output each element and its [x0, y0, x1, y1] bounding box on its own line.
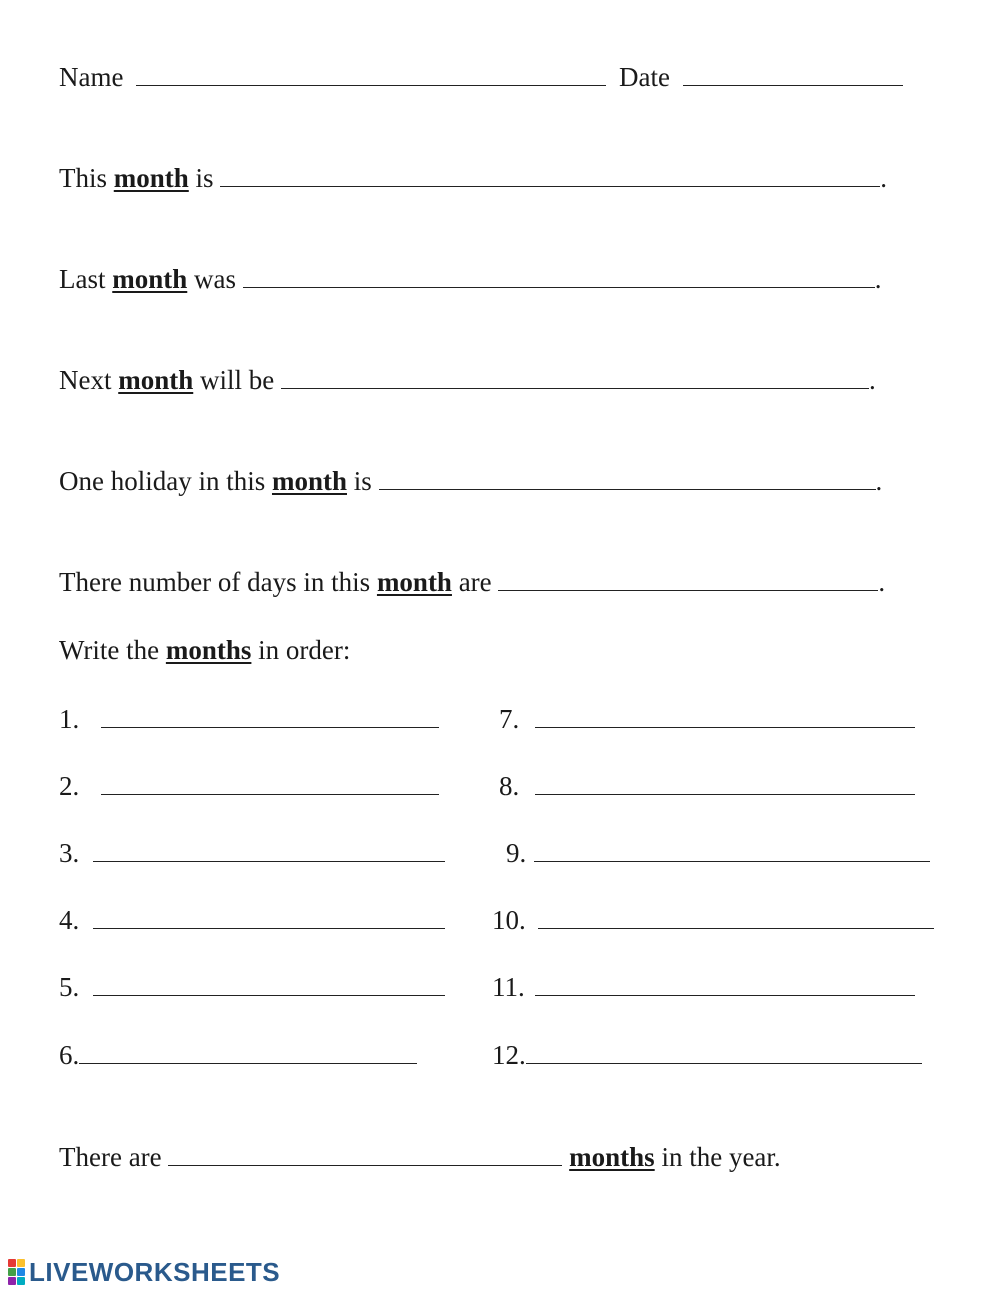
month-item-11	[492, 970, 915, 1004]
next-month-answer-field[interactable]	[281, 366, 869, 389]
keyword-month: month	[112, 264, 188, 294]
q1-verb: is	[195, 163, 214, 193]
month-answer-field[interactable]	[93, 973, 445, 996]
logo-block	[8, 1259, 16, 1267]
final-suffix: in the year.	[661, 1142, 781, 1172]
month-item-6	[59, 1038, 417, 1072]
item-number: 7.	[499, 704, 520, 734]
month-answer-field[interactable]	[535, 772, 915, 795]
question-days	[59, 565, 885, 599]
question-holiday	[59, 464, 882, 498]
q2-verb: was	[194, 264, 237, 294]
this-month-answer-field[interactable]	[220, 164, 880, 187]
month-answer-field[interactable]	[101, 705, 439, 728]
logo-block	[17, 1277, 25, 1285]
keyword-months: months	[569, 1142, 655, 1172]
q4-prefix: One holiday in this	[59, 466, 266, 496]
months-count-field[interactable]	[168, 1143, 562, 1166]
q5-verb: are	[458, 567, 492, 597]
keyword-month: month	[118, 365, 194, 395]
name-field[interactable]	[136, 63, 606, 86]
keyword-month: month	[376, 567, 452, 597]
item-number: 10.	[492, 905, 526, 935]
name-label: Name	[59, 62, 124, 92]
q2-period: .	[874, 264, 882, 294]
q1-period: .	[880, 163, 888, 193]
holiday-answer-field[interactable]	[379, 467, 876, 490]
last-month-answer-field[interactable]	[243, 265, 875, 288]
liveworksheets-icon	[8, 1259, 25, 1285]
order-suffix: in order:	[258, 635, 351, 665]
month-answer-field[interactable]	[538, 906, 934, 929]
name-date-row	[59, 60, 903, 94]
keyword-months: months	[165, 635, 252, 665]
month-item-10	[492, 903, 934, 937]
item-number: 4.	[59, 905, 80, 935]
month-answer-field[interactable]	[93, 839, 445, 862]
liveworksheets-logo	[8, 1258, 280, 1286]
item-number: 11.	[492, 972, 525, 1002]
month-item-2	[59, 769, 439, 803]
q4-period: .	[875, 466, 883, 496]
order-prefix: Write the	[59, 635, 160, 665]
item-number: 9.	[506, 838, 527, 868]
logo-block	[17, 1259, 25, 1267]
question-next-month	[59, 363, 876, 397]
item-number: 2.	[59, 771, 80, 801]
days-answer-field[interactable]	[498, 568, 878, 591]
date-field[interactable]	[683, 63, 903, 86]
final-question	[59, 1140, 781, 1174]
month-answer-field[interactable]	[101, 772, 439, 795]
month-answer-field[interactable]	[535, 705, 915, 728]
month-item-1	[59, 702, 439, 736]
item-number: 1.	[59, 704, 80, 734]
item-number: 3.	[59, 838, 80, 868]
q2-prefix: Last	[59, 264, 106, 294]
item-number: 12.	[492, 1040, 526, 1070]
order-instruction	[59, 633, 350, 667]
q4-verb: is	[353, 466, 372, 496]
q3-period: .	[869, 365, 876, 395]
logo-block	[8, 1277, 16, 1285]
date-label: Date	[618, 62, 670, 92]
month-answer-field[interactable]	[535, 973, 915, 996]
q5-period: .	[878, 567, 886, 597]
brand-name: LIVEWORKSHEETS	[29, 1257, 281, 1287]
month-item-8	[499, 769, 915, 803]
month-item-4	[59, 903, 445, 937]
month-item-5	[59, 970, 445, 1004]
q3-prefix: Next	[59, 365, 112, 395]
q3-verb: will be	[200, 365, 275, 395]
item-number: 5.	[59, 972, 80, 1002]
question-last-month	[59, 262, 882, 296]
q1-prefix: This	[59, 163, 108, 193]
final-prefix: There are	[59, 1142, 162, 1172]
month-item-7	[499, 702, 915, 736]
keyword-month: month	[113, 163, 189, 193]
month-answer-field[interactable]	[79, 1041, 417, 1064]
month-answer-field[interactable]	[534, 839, 930, 862]
month-item-3	[59, 836, 445, 870]
logo-block	[8, 1268, 16, 1276]
month-item-12	[492, 1038, 922, 1072]
item-number: 8.	[499, 771, 520, 801]
item-number: 6.	[59, 1040, 80, 1070]
question-this-month	[59, 161, 887, 195]
month-answer-field[interactable]	[526, 1041, 922, 1064]
keyword-month: month	[271, 466, 347, 496]
month-answer-field[interactable]	[93, 906, 445, 929]
logo-block	[17, 1268, 25, 1276]
q5-prefix: There number of days in this	[59, 567, 371, 597]
month-item-9	[506, 836, 930, 870]
